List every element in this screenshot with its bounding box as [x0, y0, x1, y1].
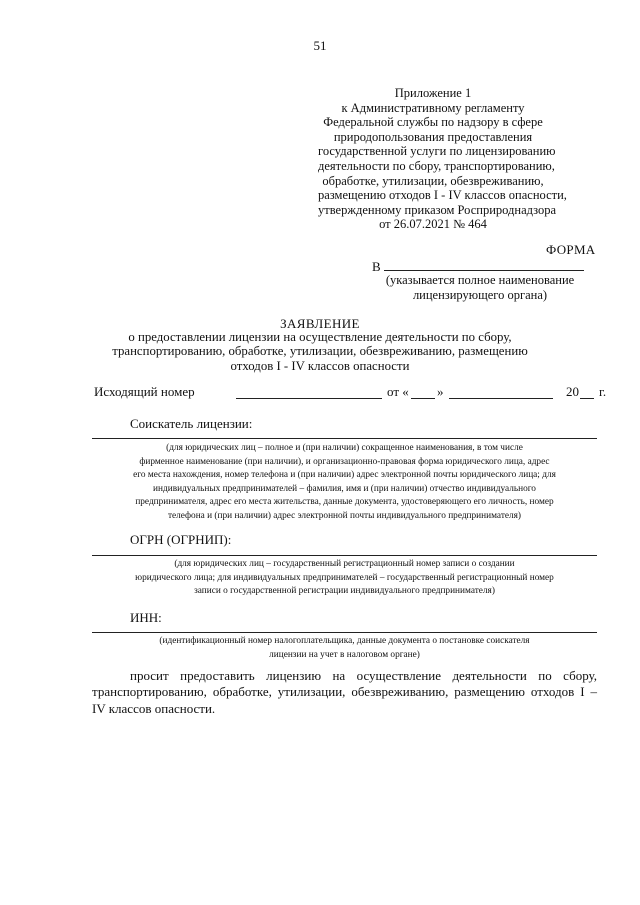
caption-line: (для юридических лиц – полное и (при наличии) сокращенное наименования, в том числе	[166, 443, 523, 453]
closing-line: транспортированию, обработке, утилизации, обезвреживанию, размещению отходов I –	[92, 684, 597, 700]
closing-line: IV классов опасности.	[92, 700, 216, 716]
caption-line: (указывается полное наименование	[385, 273, 575, 287]
closing-line: просит предоставить лицензию на осуществление деятельности по сбору,	[130, 668, 597, 683]
subtitle-line: о предоставлении лицензии на осуществление деятельности по сбору,	[128, 330, 512, 344]
caption-line: (для юридических лиц – государственный регистрационный номер записи о создании	[174, 559, 515, 569]
appendix-line: к Административному регламенту	[341, 100, 525, 115]
ogrn-label: ОГРН (ОГРНИП):	[130, 532, 232, 547]
appendix-line: обработке, утилизации, обезвреживанию,	[322, 173, 544, 188]
appendix-line: Федеральной службы по надзору в сфере	[323, 115, 543, 130]
appendix-line: государственной услуги по лицензированию	[318, 144, 556, 159]
ogrn-field[interactable]	[92, 555, 597, 556]
caption-line: индивидуальных предпринимателей – фамилия, имя и (при наличии) отчество индивидуального	[153, 483, 536, 494]
outgoing-year-suffix: г.	[599, 384, 607, 399]
appendix-line: утвержденному приказом Росприроднадзора	[318, 202, 557, 217]
page-number: 51	[313, 38, 327, 53]
closing-paragraph	[92, 668, 597, 717]
inn-field[interactable]	[92, 632, 597, 633]
form-label: ФОРМА	[546, 242, 596, 257]
subtitle-line: транспортированию, обработке, утилизации, обезвреживанию, размещению	[112, 344, 528, 359]
caption-line: телефона и (при наличии) адрес электронной почты индивидуального предпринимателя)	[167, 510, 522, 521]
appendix-header	[318, 86, 567, 232]
appendix-line: деятельности по сбору, транспортированию,	[318, 158, 555, 173]
appendix-line: размещению отходов I - IV классов опасности,	[318, 188, 567, 203]
appendix-line: Приложение 1	[394, 86, 472, 100]
caption-line: (идентификационный номер налогоплательщика, данные документа о постановке соискателя	[159, 636, 530, 646]
document-title: ЗАЯВЛЕНИЕ	[280, 316, 360, 331]
ogrn-caption	[82, 558, 607, 599]
caption-line: лицензирующего органа)	[412, 287, 548, 302]
caption-line: его места нахождения, номер телефона и (при наличии) адрес электронной почты юридического лица; для	[133, 470, 556, 481]
outgoing-from-label: от «	[387, 384, 409, 399]
document-subtitle	[70, 330, 570, 373]
applicant-field[interactable]	[92, 438, 597, 439]
caption-line: записи о государственной регистрации индивидуального предпринимателя)	[194, 586, 495, 597]
applicant-caption	[82, 442, 607, 524]
appendix-line: природопользования предоставления	[333, 129, 533, 144]
caption-line: предпринимателя, адрес его места жительства, данные документа, удостоверяющего его личность, номер	[135, 497, 554, 508]
outgoing-quote-close: »	[437, 384, 444, 399]
subtitle-line: отходов I - IV классов опасности	[230, 358, 410, 373]
caption-line: фирменное наименование (при наличии), и организационно-правовая форма юридического лица, адрес	[139, 456, 550, 467]
caption-line: юридического лица; для индивидуальных предпринимателей – государственный регистрационный номер	[135, 572, 554, 583]
outgoing-label: Исходящий номер	[94, 384, 195, 399]
recipient-field[interactable]	[384, 270, 584, 271]
applicant-label: Соискатель лицензии:	[130, 416, 253, 431]
recipient-prefix: В	[372, 259, 381, 274]
outgoing-month-field[interactable]	[449, 398, 553, 399]
outgoing-year-prefix: 20	[566, 384, 579, 399]
outgoing-day-field[interactable]	[411, 398, 435, 399]
outgoing-year-field[interactable]	[580, 398, 594, 399]
outgoing-number-field[interactable]	[236, 398, 382, 399]
appendix-line: от 26.07.2021 № 464	[379, 217, 487, 232]
inn-caption	[82, 635, 607, 662]
inn-label: ИНН:	[130, 610, 162, 625]
recipient-caption	[355, 273, 605, 303]
caption-line: лицензии на учет в налоговом органе)	[269, 649, 420, 660]
